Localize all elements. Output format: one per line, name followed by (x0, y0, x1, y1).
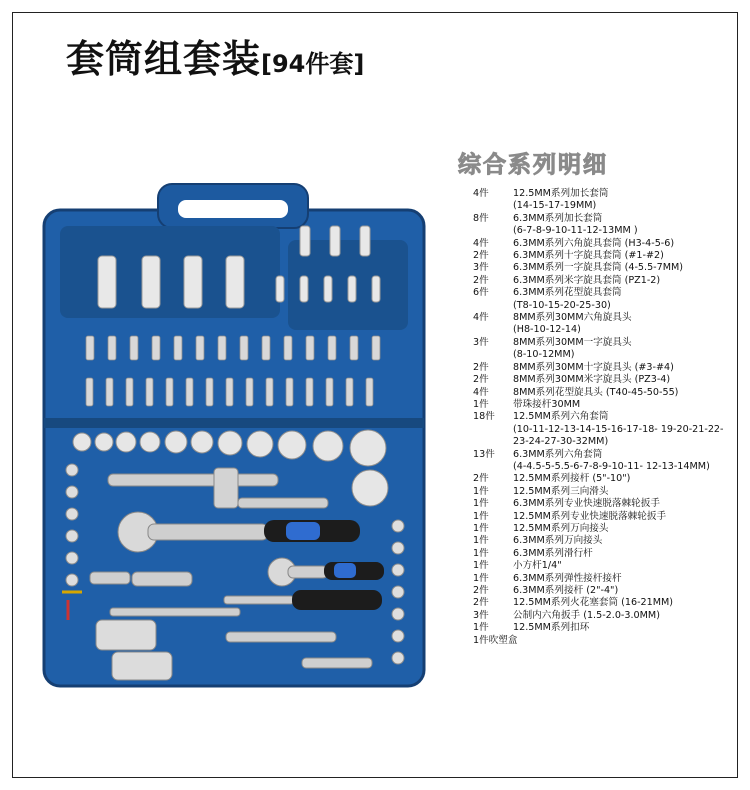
tool-case-image (38, 180, 430, 700)
list-item: 6件 6.3MM系列花型旋具套筒 (473, 287, 622, 299)
list-item-detail: (10-11-12-13-14-15-16-17-18- 19-20-21-22-23-24-27-30-32MM) (513, 423, 724, 448)
title-sub: [94件套] (261, 50, 365, 78)
list-item: 3件 6.3MM系列一字旋具套筒 (4-5.5-7MM) (473, 262, 684, 274)
list-item: 2件 6.3MM系列接杆 (2"-4") (473, 585, 619, 596)
list-item: 1件 6.3MM系列万向接头 (473, 535, 603, 547)
list-item: 1件 6.3MM系列滑行杆 (473, 547, 593, 559)
list-item: 8件 6.3MM系列加长套筒 (473, 212, 603, 224)
list-item-detail: (4-4.5-5-5.5-6-7-8-9-10-11- 12-13-14MM) (513, 460, 710, 472)
list-item: 2件 8MM系列30MM十字旋具头 (#3-#4) (473, 361, 674, 373)
section-heading: 综合系列明细 (458, 152, 608, 178)
list-item: 3件 8MM系列30MM一字旋具头 (473, 336, 632, 348)
list-item: 1件 6.3MM系列专业快速脱落棘轮扳手 (473, 498, 660, 510)
list-item: 1件吹塑盒 (473, 634, 518, 646)
item-list (473, 188, 745, 647)
list-item: 1件 6.3MM系列弹性接杆接杆 (473, 572, 622, 584)
page-title (66, 28, 364, 83)
list-item: 4件 6.3MM系列六角旋具套筒 (H3-4-5-6) (473, 237, 675, 249)
list-item: 1件 小方杆1/4" (473, 560, 562, 572)
list-item: 2件 12.5MM系列接杆 (5"-10") (473, 473, 631, 485)
list-item-detail: (6-7-8-9-10-11-12-13MM ) (513, 225, 638, 237)
list-item: 4件 8MM系列花型旋具头 (T40-45-50-55) (473, 386, 679, 398)
list-item: 1件 12.5MM系列专业快速脱落棘轮扳手 (473, 510, 667, 522)
list-item-detail: (H8-10-12-14) (513, 324, 581, 336)
list-item: 13件 6.3MM系列六角套筒 (473, 448, 603, 460)
list-item: 3件 公制内六角扳手 (1.5-2.0-3.0MM) (473, 609, 660, 621)
title-main: 套筒组套装 (66, 37, 262, 81)
list-item: 1件 12.5MM系列三向滑头 (473, 485, 609, 497)
list-item: 1件 12.5MM系列万向接头 (473, 522, 609, 534)
list-item: 2件 12.5MM系列火花塞套筒 (16-21MM) (473, 597, 674, 609)
list-item: 4件 12.5MM系列加长套筒 (473, 188, 609, 199)
list-item: 18件 12.5MM系列六角套筒 (473, 411, 609, 423)
list-item: 2件 6.3MM系列十字旋具套筒 (#1-#2) (473, 250, 664, 262)
list-item: 4件 8MM系列30MM六角旋具头 (473, 312, 632, 324)
list-item-detail: (8-10-12MM) (513, 349, 575, 361)
list-item: 1件 12.5MM系列扣环 (473, 622, 590, 634)
list-item-detail: (14-15-17-19MM) (513, 200, 597, 212)
list-item: 2件 8MM系列30MM米字旋具头 (PZ3-4) (473, 374, 671, 386)
list-item: 2件 6.3MM系列米字旋具套筒 (PZ1-2) (473, 274, 661, 286)
list-item: 1件 带珠接杆30MM (473, 398, 581, 410)
list-item-detail: (T8-10-15-20-25-30) (513, 299, 611, 311)
